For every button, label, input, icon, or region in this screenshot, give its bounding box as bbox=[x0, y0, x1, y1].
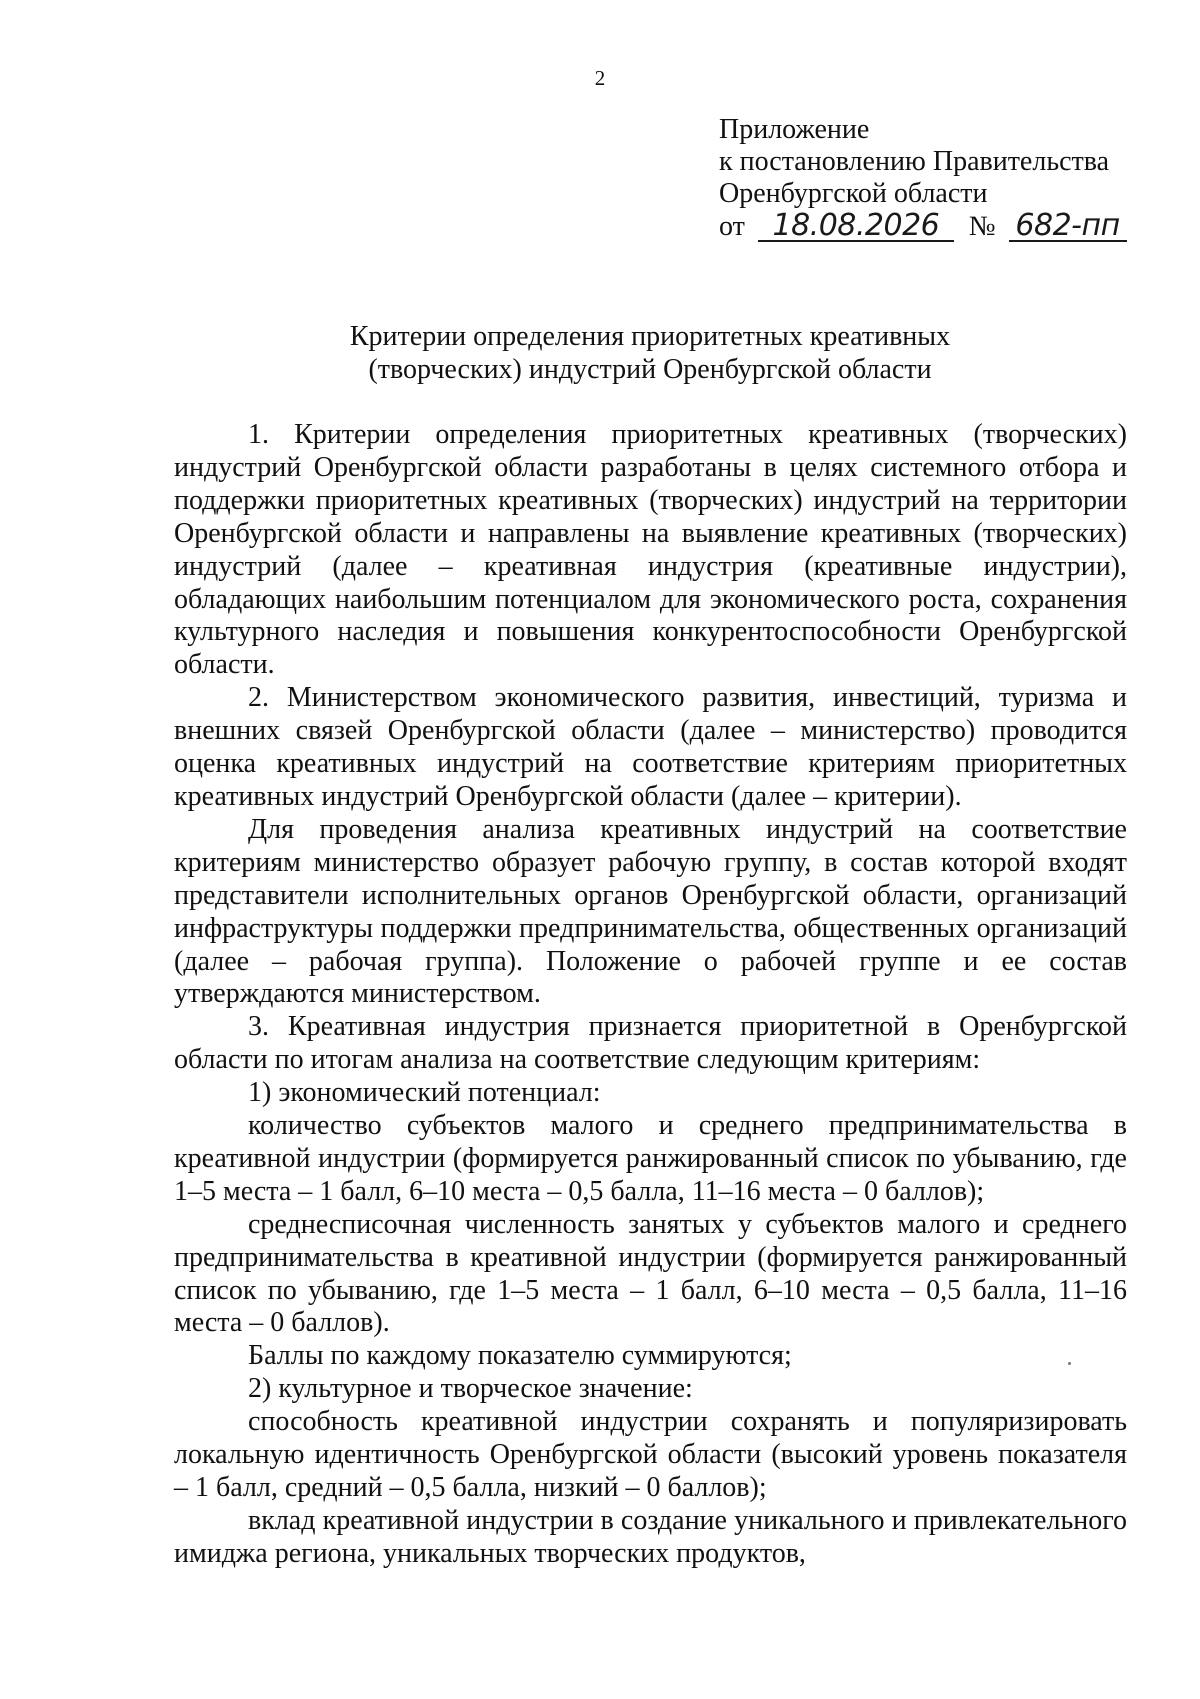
handwritten-date: 18.08.2026 bbox=[758, 212, 954, 242]
appendix-date-number-row bbox=[719, 208, 1127, 243]
criterion-1-summary: Баллы по каждому показателю суммируются; bbox=[248, 1340, 792, 1372]
criterion-2-item-1: способность креативной индустрии сохранять и популяризировать локальную идентичность Оренбургской области (высокий уровень показателя – 1 балл, средний – 0,5 балла, низкий – 0 баллов); bbox=[174, 1406, 1127, 1503]
paragraph-working-group: Для проведения анализа креативных индустрий на соответствие критериям министерство образует рабочую группу, в состав которой входят представители исполнительных органов Оренбургской области, организаций инфраструктуры поддержки предпринимательства, общественных организаций (далее – рабочая группа). Положение о рабочей группе и ее состав утверждаются министерством. bbox=[174, 813, 1127, 1010]
paragraph-3: 3. Креативная индустрия признается приоритетной в Оренбургской области по итогам анализа на соответствие следующим критериям: bbox=[174, 1011, 1127, 1076]
criterion-1-heading: 1) экономический потенциал: bbox=[248, 1077, 601, 1109]
scan-speck bbox=[1068, 1362, 1071, 1365]
criterion-2-heading: 2) культурное и творческое значение: bbox=[248, 1373, 693, 1405]
appendix-block bbox=[719, 114, 1127, 243]
criterion-1-item-2: среднесписочная численность занятых у субъектов малого и среднего предпринимательства в креативной индустрии (формируется ранжированный список по убыванию, где 1–5 места – 1 балл, 6–10 места – 0,5 балла, 11–16 места – 0 баллов). bbox=[174, 1208, 1127, 1339]
handwritten-number: 682-пп bbox=[1009, 212, 1127, 242]
page-number: 2 bbox=[594, 66, 606, 90]
paragraph-1: 1. Критерии определения приоритетных креативных (творческих) индустрий Оренбургской области разработаны в целях системного отбора и поддержки приоритетных креативных (творческих) индустрий на территории Оренбургской области и направлены на выявление креативных (творческих) индустрий (далее – креативная индустрия (креативные индустрии), обладающих наибольшим потенциалом для экономического роста, сохранения культурного наследия и повышения конкурентоспособности Оренбургской области. bbox=[174, 419, 1127, 681]
appendix-heading: Приложение bbox=[719, 114, 870, 145]
document-title bbox=[0, 320, 1200, 386]
title-line-1: Критерии определения приоритетных креативных bbox=[349, 321, 951, 352]
date-prefix: от bbox=[719, 211, 745, 242]
document-body bbox=[174, 419, 1127, 1571]
appendix-resolution-line: к постановлению Правительства bbox=[719, 146, 1110, 177]
appendix-region-line: Оренбургской области bbox=[719, 178, 988, 209]
number-prefix: № bbox=[968, 211, 996, 242]
title-line-2: (творческих) индустрий Оренбургской области bbox=[368, 354, 932, 385]
criterion-1-item-1: количество субъектов малого и среднего предпринимательства в креативной индустрии (формируется ранжированный список по убыванию, где 1–5 места – 1 балл, 6–10 места – 0,5 балла, 11–16 места – 0 баллов); bbox=[174, 1110, 1127, 1207]
paragraph-2: 2. Министерством экономического развития, инвестиций, туризма и внешних связей Оренбургской области (далее – министерство) проводится оценка креативных индустрий на соответствие критериям приоритетных креативных индустрий Оренбургской области (далее – критерии). bbox=[174, 682, 1127, 812]
criterion-2-item-2: вклад креативной индустрии в создание уникального и привлекательного имиджа региона, уникальных творческих продуктов, bbox=[174, 1504, 1127, 1569]
